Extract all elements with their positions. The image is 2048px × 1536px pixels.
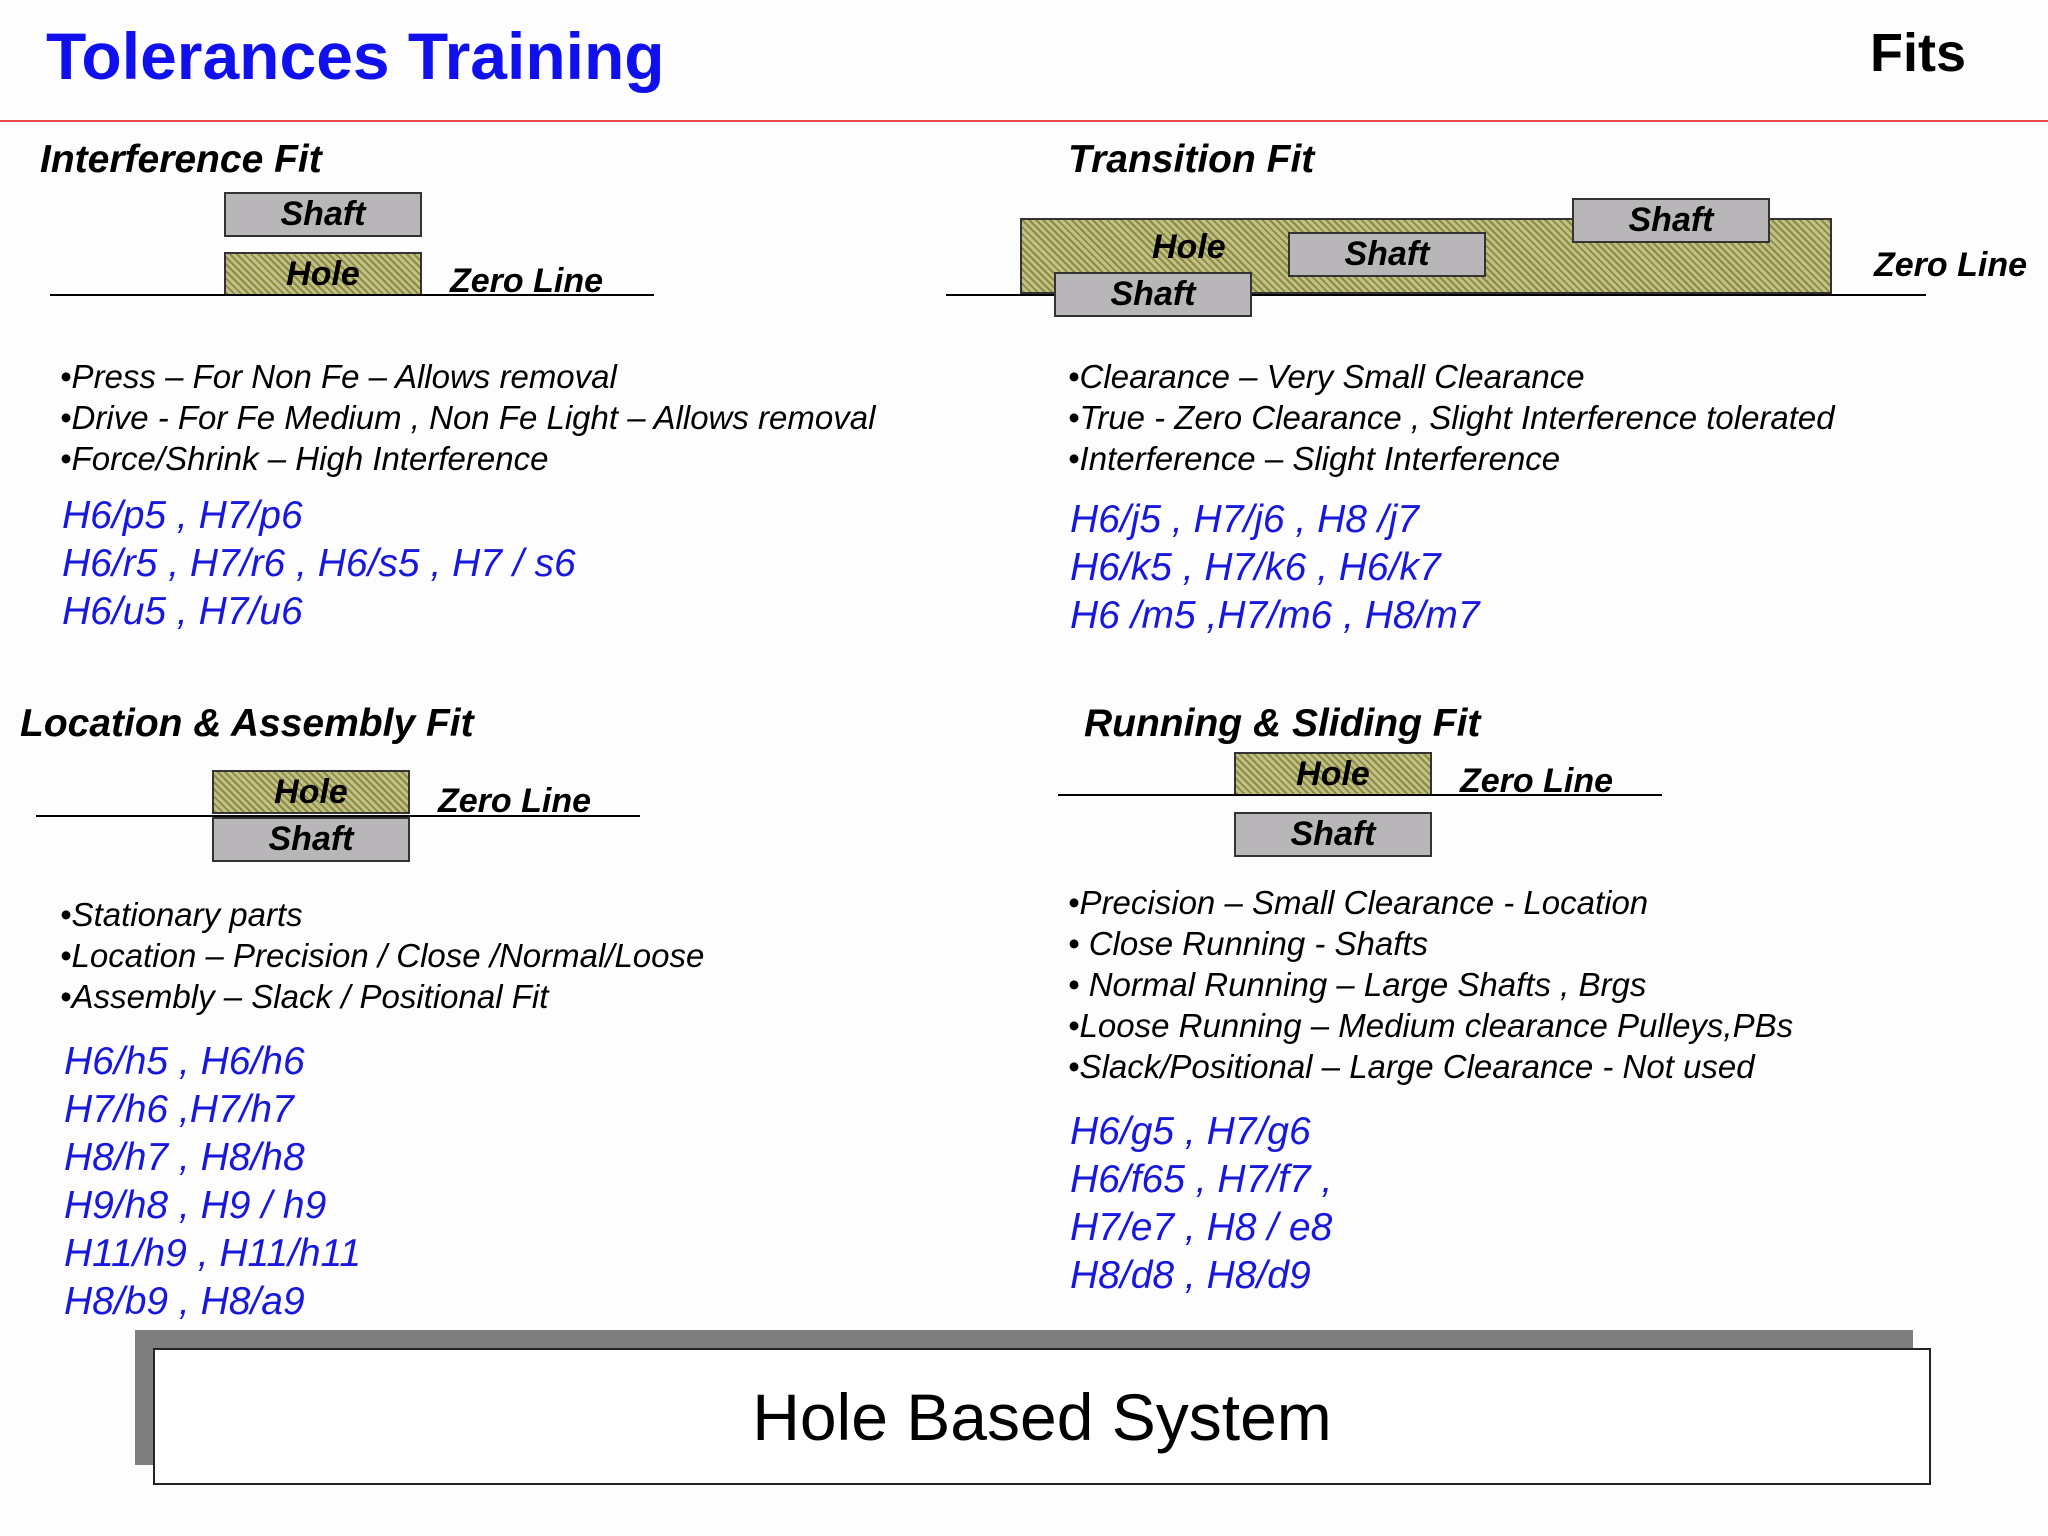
transition-shaft-box-top: Shaft xyxy=(1572,198,1770,243)
bullet-item: •Location – Precision / Close /Normal/Loose xyxy=(60,937,705,974)
running-fit-codes xyxy=(1070,1108,1332,1300)
header-divider xyxy=(0,120,2048,122)
interference-bullets xyxy=(60,356,875,479)
location-zero-line-label: Zero Line xyxy=(438,782,592,820)
running-fit-title: Running & Sliding Fit xyxy=(1084,702,1481,745)
fit-code-line: H8/d8 , H8/d9 xyxy=(1070,1254,1311,1297)
topic-label: Fits xyxy=(1869,23,1966,83)
bullet-item: •Precision – Small Clearance - Location xyxy=(1068,884,1649,921)
bullet-item: •Drive - For Fe Medium , Non Fe Light – Allows removal xyxy=(60,399,876,436)
fit-code-line: H8/h7 , H8/h8 xyxy=(64,1136,305,1179)
bullet-item: •Stationary parts xyxy=(60,896,303,933)
location-fit-title: Location & Assembly Fit xyxy=(20,702,474,745)
transition-fit-codes xyxy=(1070,496,1480,640)
transition-shaft-box-middle: Shaft xyxy=(1288,232,1486,277)
bullet-item: •Loose Running – Medium clearance Pulleys,PBs xyxy=(1068,1007,1794,1044)
page-title: Tolerances Training xyxy=(46,19,665,93)
bullet-item: •Clearance – Very Small Clearance xyxy=(1068,358,1585,395)
fit-code-line: H6/j5 , H7/j6 , H8 /j7 xyxy=(1070,498,1419,541)
fit-code-line: H6/r5 , H7/r6 , H6/s5 , H7 / s6 xyxy=(62,542,576,585)
transition-hole-label: Hole xyxy=(1152,228,1226,266)
bullet-item: •Force/Shrink – High Interference xyxy=(60,440,549,477)
location-fit-codes xyxy=(64,1038,361,1326)
transition-fit-title: Transition Fit xyxy=(1068,138,1315,181)
fit-code-line: H7/h6 ,H7/h7 xyxy=(64,1088,294,1131)
bullet-item: •True - Zero Clearance , Slight Interference tolerated xyxy=(1068,399,1835,436)
fit-code-line: H6/f65 , H7/f7 , xyxy=(1070,1158,1333,1201)
interference-shaft-box: Shaft xyxy=(224,192,422,237)
bullet-item: •Press – For Non Fe – Allows removal xyxy=(60,358,617,395)
fit-code-line: H6/h5 , H6/h6 xyxy=(64,1040,305,1083)
bullet-item: •Interference – Slight Interference xyxy=(1068,440,1561,477)
interference-fit-codes xyxy=(62,492,576,636)
footer-banner xyxy=(153,1348,1931,1485)
fit-code-line: H6/u5 , H7/u6 xyxy=(62,590,303,633)
fit-code-line: H7/e7 , H8 / e8 xyxy=(1070,1206,1333,1249)
location-hole-box: Hole xyxy=(212,770,410,814)
running-bullets xyxy=(1068,882,1793,1087)
transition-zero-line-label: Zero Line xyxy=(1874,246,2028,284)
bullet-item: • Close Running - Shafts xyxy=(1068,925,1429,962)
bullet-item: •Slack/Positional – Large Clearance - Not used xyxy=(1068,1048,1755,1085)
footer-banner-label: Hole Based System xyxy=(752,1379,1332,1454)
fit-code-line: H6/g5 , H7/g6 xyxy=(1070,1110,1311,1153)
bullet-item: •Assembly – Slack / Positional Fit xyxy=(60,978,549,1015)
interference-hole-box: Hole xyxy=(224,252,422,296)
interference-zero-line-label: Zero Line xyxy=(450,262,604,300)
fit-code-line: H6/p5 , H7/p6 xyxy=(62,494,303,537)
fit-code-line: H6 /m5 ,H7/m6 , H8/m7 xyxy=(1070,594,1480,637)
fit-code-line: H9/h8 , H9 / h9 xyxy=(64,1184,327,1227)
bullet-item: • Normal Running – Large Shafts , Brgs xyxy=(1068,966,1647,1003)
interference-fit-title: Interference Fit xyxy=(40,138,322,181)
location-shaft-box: Shaft xyxy=(212,817,410,862)
fit-code-line: H6/k5 , H7/k6 , H6/k7 xyxy=(1070,546,1441,589)
location-bullets xyxy=(60,894,704,1017)
running-zero-line-label: Zero Line xyxy=(1460,762,1614,800)
running-shaft-box: Shaft xyxy=(1234,812,1432,857)
transition-bullets xyxy=(1068,356,1835,479)
running-hole-box: Hole xyxy=(1234,752,1432,796)
fit-code-line: H8/b9 , H8/a9 xyxy=(64,1280,305,1323)
transition-shaft-box-bottom: Shaft xyxy=(1054,272,1252,317)
fit-code-line: H11/h9 , H11/h11 xyxy=(64,1232,362,1275)
